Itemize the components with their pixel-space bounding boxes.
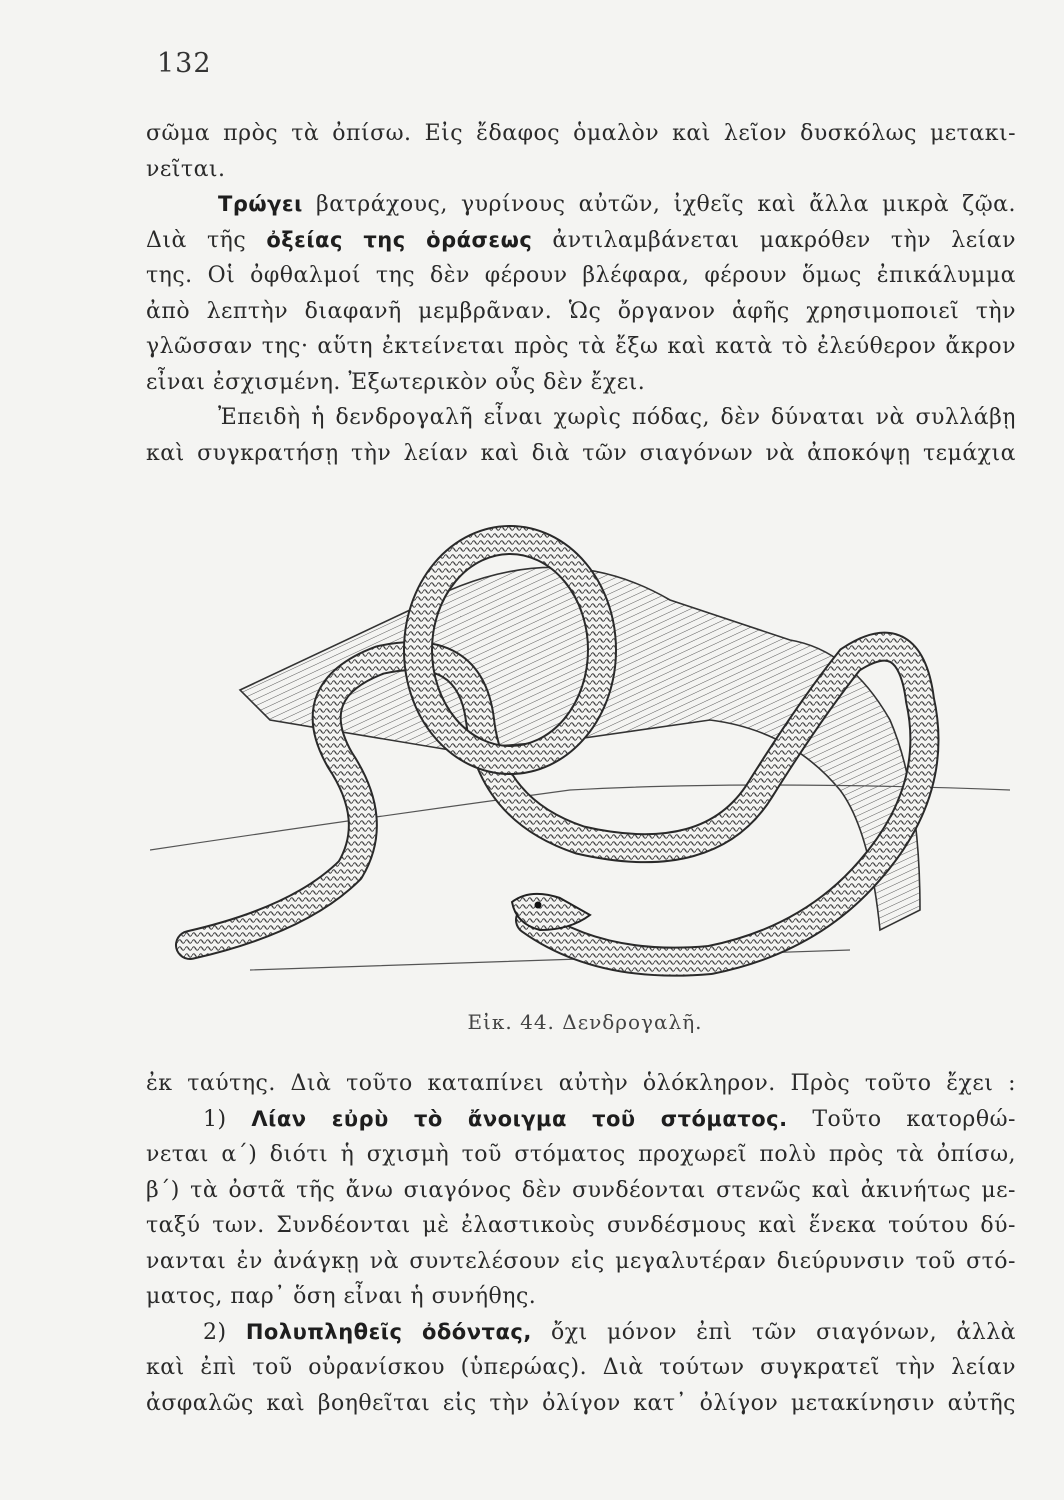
text-line: εἶναι ἐσχισμένη. Ἐξωτερικὸν οὖς δὲν ἔχει.	[146, 369, 646, 395]
text-line: ταξύ των. Συνδέονται μὲ ἐλαστικοὺς συνδέσμους καὶ ἕνεκα τούτου δύ-	[146, 1213, 1016, 1238]
text-line: νανται ἐν ἀνάγκῃ νὰ συντελέσουν εἰς μεγαλυτέραν διεύρυνσιν τοῦ στό-	[146, 1248, 1016, 1274]
bold-term: Τρώγει	[218, 192, 303, 216]
text-line: καὶ ἐπὶ τοῦ οὐρανίσκου (ὑπερώας). Διὰ τούτων συγκρατεῖ τὴν λείαν	[146, 1355, 1016, 1380]
list-item-line	[146, 1102, 1016, 1138]
text-run: ὄχι μόνον ἐπὶ τῶν σιαγόνων, ἀλλὰ	[531, 1319, 1016, 1345]
text-line: της. Οἱ ὀφθαλμοί της δὲν φέρουν βλέφαρα, φέρουν ὅμως ἐπικάλυμμα	[146, 263, 1016, 288]
text-line: ἀσφαλῶς καὶ βοηθεῖται εἰς τὴν ὀλίγον κατ᾽ ὀλίγον μετακίνησιν αὐτῆς	[146, 1390, 1016, 1416]
text-line: Ἐπειδὴ ἡ δενδρογαλῆ εἶναι χωρὶς πόδας, δὲν δύναται νὰ συλλάβῃ	[218, 405, 1016, 430]
page-number: 132	[157, 48, 212, 79]
text-run: ἀντιλαμβάνεται μακρόθεν τὴν λείαν	[532, 227, 1016, 253]
text-run: Διὰ τῆς	[146, 227, 267, 253]
text-line: σῶμα πρὸς τὰ ὀπίσω. Εἰς ἔδαφος ὁμαλὸν καὶ λεῖον δυσκόλως μετακι-	[146, 121, 1016, 146]
bold-term: Πολυπληθεῖς ὀδόντας,	[245, 1319, 532, 1344]
text-line: νεται α΄) διότι ἡ σχισμὴ τοῦ στόματος προχωρεῖ πολὺ πρὸς τὰ ὀπίσω,	[146, 1142, 1016, 1167]
text-line: ματος, παρ᾽ ὅση εἶναι ἡ συνήθης.	[146, 1284, 537, 1309]
text-line: ἐκ ταύτης. Διὰ τοῦτο καταπίνει αὐτὴν ὁλόκληρον. Πρὸς τοῦτο ἔχει :	[146, 1071, 1016, 1096]
paragraph-line	[146, 187, 1016, 223]
text-run: βατράχους, γυρίνους αὐτῶν, ἰχθεῖς καὶ ἄλλα μικρὰ ζῷα.	[302, 192, 1016, 217]
paragraph-line	[146, 223, 1016, 259]
text-line: ἀπὸ λεπτὴν διαφανῆ μεμβρᾶναν. Ὡς ὄργανον ἁφῆς χρησιμοποιεῖ τὴν	[146, 298, 1016, 324]
snake-illustration	[150, 490, 1030, 1010]
text-line: β΄) τὰ ὀστᾶ τῆς ἄνω σιαγόνος δὲν συνδέονται στενῶς καὶ ἀκινήτως με-	[146, 1177, 1016, 1203]
lower-text	[146, 1066, 1016, 1421]
bold-term: Λίαν εὐρὺ τὸ ἄνοιγμα τοῦ στόματος.	[251, 1106, 788, 1131]
text-line: καὶ συγκρατήσῃ τὴν λείαν καὶ διὰ τῶν σιαγόνων νὰ ἀποκόψῃ τεμάχια	[146, 440, 1016, 466]
bold-term: ὀξείας της ὁράσεως	[266, 227, 533, 252]
text-line: νεῖται.	[146, 156, 226, 182]
item-number: 2)	[203, 1319, 246, 1345]
text-run: Τοῦτο κατορθώ-	[787, 1106, 1016, 1132]
upper-text	[146, 116, 1016, 471]
text-line: γλῶσσαν της· αὕτη ἐκτείνεται πρὸς τὰ ἔξω καὶ κατὰ τὸ ἐλεύθερον ἄκρον	[146, 334, 1016, 359]
item-number: 1)	[203, 1106, 252, 1132]
list-item-line	[146, 1315, 1016, 1351]
caption-text: Εἰκ. 44. Δενδρογαλῆ.	[467, 1010, 703, 1034]
figure-caption	[0, 1010, 1064, 1034]
